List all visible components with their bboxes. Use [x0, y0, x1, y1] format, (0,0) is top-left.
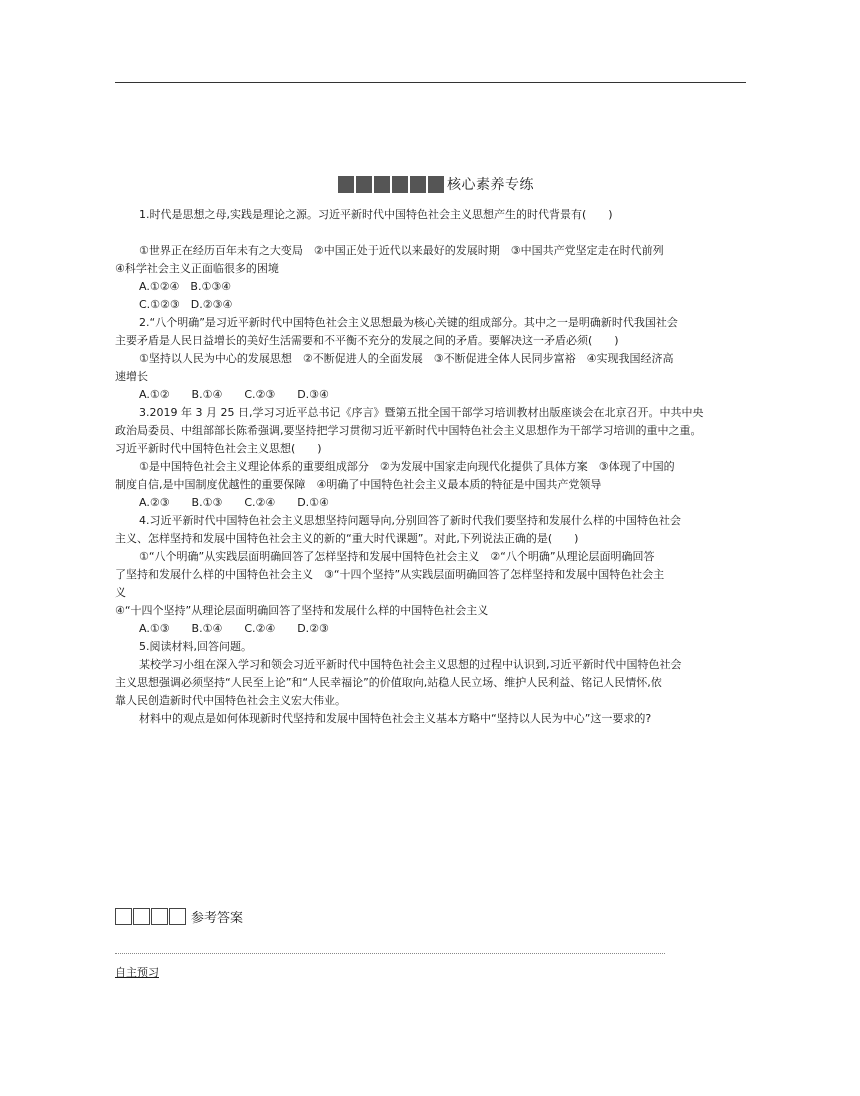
dotted-divider	[115, 953, 665, 954]
question-line: 材料中的观点是如何体现新时代坚持和发展中国特色社会主义基本方略中“坚持以人民为中心”这一要求的?	[139, 712, 652, 725]
question-line: A.①③ B.①④ C.②④ D.②③	[139, 622, 329, 635]
question-line: ①世界正在经历百年未有之大变局 ②中国正处于近代以来最好的发展时期 ③中国共产党坚定走在时代前列	[139, 244, 664, 257]
heading-block	[392, 176, 408, 193]
question-line: C.①②③ D.②③④	[139, 298, 233, 311]
heading-box	[169, 908, 186, 925]
heading-box	[115, 908, 132, 925]
heading-block	[338, 176, 354, 193]
question-line: 1.时代是思想之母,实践是理论之源。习近平新时代中国特色社会主义思想产生的时代背景有( )	[139, 208, 613, 221]
questions-body	[115, 206, 755, 728]
answer-heading	[115, 907, 243, 926]
heading-box	[151, 908, 168, 925]
question-line: 主义、怎样坚持和发展中国特色社会主义的新的“重大时代课题”。对此,下列说法正确的是( )	[115, 532, 579, 545]
heading-block	[428, 176, 444, 193]
question-line: ①“八个明确”从实践层面明确回答了怎样坚持和发展中国特色社会主义 ②“八个明确”从理论层面明确回答	[139, 550, 655, 563]
question-line: 义	[115, 586, 126, 599]
question-line: ④科学社会主义正面临很多的困境	[115, 262, 279, 275]
question-line: 习近平新时代中国特色社会主义思想( )	[115, 442, 322, 455]
question-line: ①坚持以人民为中心的发展思想 ②不断促进人的全面发展 ③不断促进全体人民同步富裕 ④实现我国经济高	[139, 352, 674, 365]
question-line: A.①②④ B.①③④	[139, 280, 232, 293]
question-line: 3.2019 年 3 月 25 日,学习习近平总书记《序言》暨第五批全国干部学习培训教材出版座谈会在北京召开。中共中央	[139, 406, 704, 419]
question-line: 4.习近平新时代中国特色社会主义思想坚持问题导向,分别回答了新时代我们要坚持和发展什么样的中国特色社会	[139, 514, 681, 527]
question-line: A.②③ B.①③ C.②④ D.①④	[139, 496, 329, 509]
question-line: ④“十四个坚持”从理论层面明确回答了坚持和发展什么样的中国特色社会主义	[115, 604, 489, 617]
question-line: 主义思想强调必须坚持“人民至上论”和“人民幸福论”的价值取向,站稳人民立场、维护人民利益、铭记人民情怀,依	[115, 676, 662, 689]
question-line: 5.阅读材料,回答问题。	[139, 640, 252, 653]
blank-line	[115, 224, 755, 242]
question-line: 制度自信,是中国制度优越性的重要保障 ④明确了中国特色社会主义最本质的特征是中国共产党领导	[115, 478, 602, 491]
heading-block	[374, 176, 390, 193]
question-line: 2.“八个明确”是习近平新时代中国特色社会主义思想最为核心关键的组成部分。其中之一是明确新时代我国社会	[139, 316, 678, 329]
question-line: 速增长	[115, 370, 148, 383]
question-line: 靠人民创造新时代中国特色社会主义宏大伟业。	[115, 694, 346, 707]
question-line: ①是中国特色社会主义理论体系的重要组成部分 ②为发展中国家走向现代化提供了具体方案 ③体现了中国的	[139, 460, 675, 473]
section-title: 核心素养专练	[447, 177, 534, 193]
answer-title: 参考答案	[191, 911, 244, 926]
heading-block	[356, 176, 372, 193]
question-line: 某校学习小组在深入学习和领会习近平新时代中国特色社会主义思想的过程中认识到,习近平新时代中国特色社会	[139, 658, 682, 671]
question-line: A.①② B.①④ C.②③ D.③④	[139, 388, 329, 401]
heading-box	[133, 908, 150, 925]
header-rule	[115, 82, 746, 83]
subsection-link[interactable]: 自主预习	[115, 966, 159, 979]
heading-block	[410, 176, 426, 193]
question-line: 了坚持和发展什么样的中国特色社会主义 ③“十四个坚持”从实践层面明确回答了怎样坚持和发展中国特色社会主	[115, 568, 665, 581]
section-heading	[338, 174, 534, 194]
question-line: 政治局委员、中组部部长陈希强调,要坚持把学习贯彻习近平新时代中国特色社会主义思想作为干部学习培训的重中之重。	[115, 424, 702, 437]
question-line: 主要矛盾是人民日益增长的美好生活需要和不平衡不充分的发展之间的矛盾。要解决这一矛盾必须( )	[115, 334, 619, 347]
